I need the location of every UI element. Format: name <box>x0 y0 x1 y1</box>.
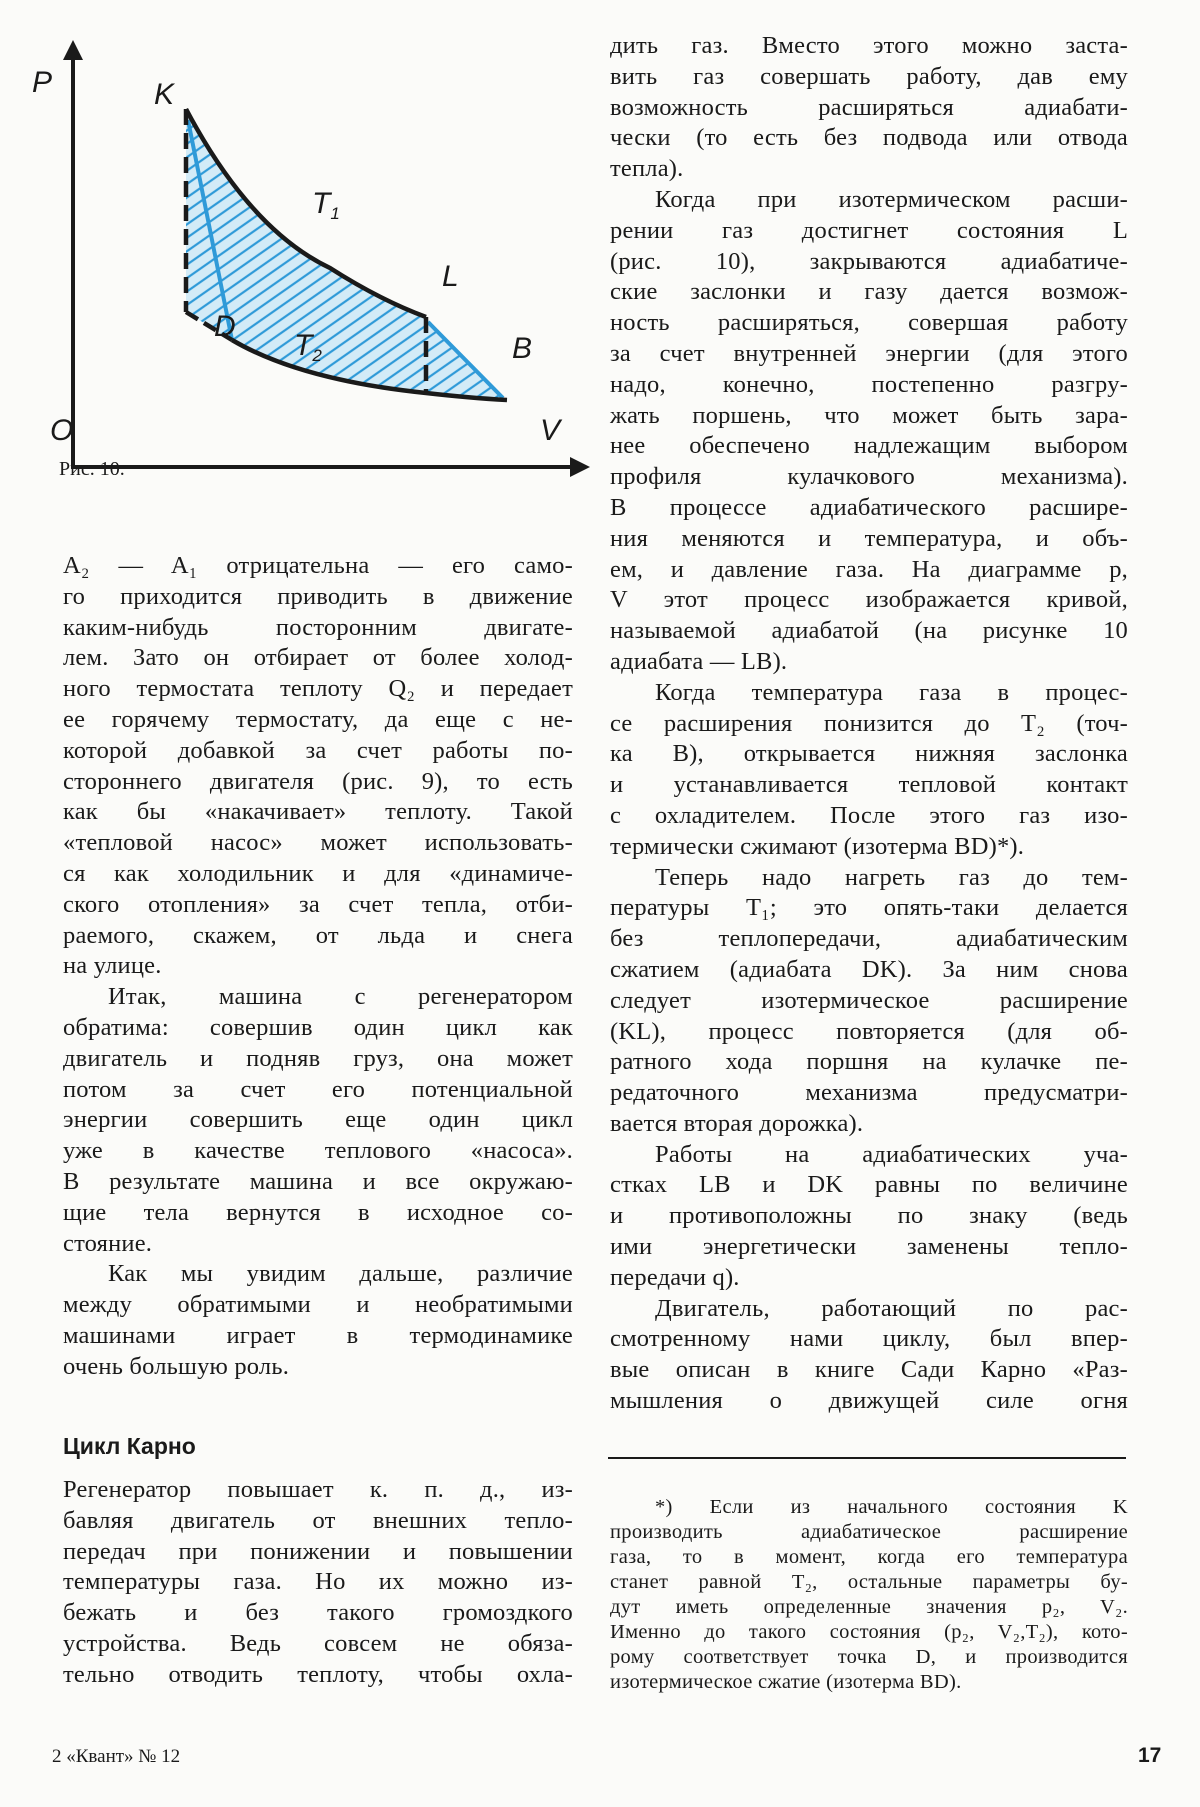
paragraph <box>610 1294 1128 1417</box>
text-line: стояние. <box>63 1229 153 1257</box>
paragraph <box>610 185 1128 678</box>
text-line: надо, конечно, постепенно разгру- <box>610 370 1128 398</box>
text-line: производить адиабатическое расширение <box>610 1521 1128 1543</box>
label-t2-main: T <box>294 329 313 362</box>
paragraph <box>63 1475 573 1691</box>
text-line: между обратимыми и необратимыми <box>63 1291 573 1319</box>
text-line: очень большую роль. <box>63 1352 290 1380</box>
text-line: мышления о движущей силе огня <box>610 1387 1128 1415</box>
text-line: бежать и без такого громоздкого <box>63 1599 573 1627</box>
label-b: B <box>512 332 533 365</box>
text-line: Регенератор повышает к. п. д., из- <box>63 1476 573 1503</box>
text-line: редаточного механизма предусматри- <box>610 1079 1128 1107</box>
text-line: Итак, машина с регенератором <box>108 983 573 1011</box>
left-column-bottom <box>63 1475 573 1691</box>
text-line: Именно до такого состояния (p₂, V₂,T₂), кото- <box>610 1621 1128 1643</box>
text-line: за счет внутренней энергии (для этого <box>610 339 1128 367</box>
text-line: се расширения понизится до T₂ (точ- <box>610 709 1128 737</box>
paragraph <box>610 1495 1128 1695</box>
text-line: стках LB и DK равны по величине <box>610 1171 1128 1199</box>
text-line: го приходится приводить в движение <box>63 582 573 610</box>
text-line: передачи q). <box>610 1263 740 1291</box>
figure-caption: Рис. 10. <box>59 458 125 480</box>
text-line: V этот процесс изображается кривой, <box>610 586 1128 614</box>
text-line: «тепловой насос» может использовать- <box>63 829 573 857</box>
cycle-hatched-area <box>186 109 505 400</box>
text-line: Теперь надо нагреть газ до тем- <box>655 863 1128 891</box>
text-line: ские заслонки и газу дается возмож- <box>610 278 1128 306</box>
text-line: В результате машина и все окружаю- <box>63 1167 573 1195</box>
label-t1-sub: 1 <box>330 204 340 223</box>
text-line: A₂ — A₁ отрицательна — его само- <box>63 552 573 579</box>
text-line: которой добавкой за счет работы по- <box>63 736 573 764</box>
text-line: (рис. 10), закрываются адиабатиче- <box>610 247 1128 275</box>
text-line: профиля кулачкового механизма). <box>610 463 1128 491</box>
text-line: возможность расширяться адиабати- <box>610 93 1128 121</box>
text-line: и устанавливается тепловой контакт <box>610 771 1128 799</box>
paragraph <box>63 551 573 982</box>
text-line: ся как холодильник и для «динамиче- <box>63 859 573 887</box>
paragraph <box>610 31 1128 185</box>
text-line: изотермическое сжатие (изотерма BD). <box>610 1671 962 1693</box>
label-t1-main: T <box>312 187 331 220</box>
text-line: тельно отводить теплоту, чтобы охла- <box>63 1660 573 1688</box>
text-line: ем, и давление газа. На диаграмме p, <box>610 555 1128 583</box>
paragraph <box>63 982 573 1259</box>
page-number: 17 <box>1138 1744 1162 1767</box>
label-t2-sub: 2 <box>312 346 322 365</box>
text-line: с охладителем. После этого газ изо- <box>610 801 1128 829</box>
text-line: В процессе адиабатического расшире- <box>610 493 1128 521</box>
text-line: смотренному нами циклу, был впер- <box>610 1325 1128 1353</box>
text-line: стороннего двигателя (рис. 9), то есть <box>63 767 573 795</box>
paragraph <box>610 863 1128 1140</box>
text-line: на улице. <box>63 952 162 980</box>
text-line: термически сжимают (изотерма BD)*). <box>610 832 1025 860</box>
text-line: нее обеспечено надлежащим выбором <box>610 432 1128 460</box>
text-line: дут иметь определенные значения p₂, V₂. <box>610 1596 1128 1618</box>
left-column-top <box>63 551 573 1383</box>
text-line: рому соответствует точка D, и производится <box>610 1646 1128 1668</box>
paragraph <box>63 1259 573 1382</box>
footnote <box>610 1495 1128 1695</box>
text-line: *) Если из начального состояния K <box>655 1496 1128 1518</box>
text-line: и противоположны по знаку (ведь <box>610 1202 1128 1230</box>
text-line: ее горячему термостату, да еще с не- <box>63 705 573 733</box>
text-line: рении газ достигнет состояния L <box>610 216 1128 244</box>
text-line: машинами играет в термодинамике <box>63 1321 573 1349</box>
text-line: Работы на адиабатических уча- <box>655 1140 1128 1168</box>
label-p: P <box>32 66 53 99</box>
text-line: каким-нибудь посторонним двигате- <box>63 613 573 641</box>
section-heading: Цикл Карно <box>63 1433 196 1459</box>
text-line: вые описан в книге Сади Карно «Раз- <box>610 1356 1128 1384</box>
right-column <box>610 31 1128 1417</box>
text-line: устройства. Ведь совсем не обяза- <box>63 1629 573 1657</box>
text-line: вается вторая дорожка). <box>610 1109 864 1137</box>
text-line: Когда температура газа в процес- <box>655 678 1128 706</box>
text-line: пературы T₁; это опять-таки делается <box>610 894 1128 922</box>
label-v: V <box>540 414 561 447</box>
text-line: адиабата — LB). <box>610 647 788 675</box>
text-line: ратного хода поршня на кулачке пе- <box>610 1048 1128 1076</box>
text-line: называемой адиабатой (на рисунке 10 <box>610 617 1128 645</box>
text-line: тепла). <box>610 155 684 183</box>
p-axis-arrow <box>63 40 83 60</box>
text-line: передач при понижении и повышении <box>63 1537 573 1565</box>
text-line: лем. Зато он отбирает от более холод- <box>63 644 573 672</box>
label-l: L <box>442 260 459 293</box>
text-line: жать поршень, что может быть зара- <box>610 401 1128 429</box>
label-origin: O <box>50 414 74 447</box>
paragraph <box>610 1140 1128 1294</box>
text-line: газа, то в момент, когда его температура <box>610 1546 1128 1568</box>
text-line: чески (то есть без подвода или отвода <box>610 124 1128 152</box>
text-line: дить газ. Вместо этого можно заста- <box>610 32 1128 59</box>
text-line: ность расширяться, совершая работу <box>610 309 1128 337</box>
text-line: ского отопления» за счет тепла, отби- <box>63 890 573 918</box>
text-line: ния меняются и температура, и объ- <box>610 524 1128 552</box>
text-line: ка B), открывается нижняя заслонка <box>610 740 1128 768</box>
text-line: щие тела вернутся в исходное со- <box>63 1198 573 1226</box>
text-line: ного термостата теплоту Q₂ и передает <box>63 675 573 703</box>
label-d: D <box>214 310 236 343</box>
text-line: раемого, скажем, от льда и снега <box>63 921 573 949</box>
text-line: Когда при изотермическом расши- <box>655 185 1128 213</box>
text-line: температуры газа. Но их можно из- <box>63 1568 573 1596</box>
text-line: энергии совершить еще один цикл <box>63 1106 573 1134</box>
text-line: станет равной T₂, остальные параметры бу- <box>610 1571 1128 1593</box>
text-line: вить газ совершать работу, дав ему <box>610 62 1128 90</box>
text-line: Как мы увидим дальше, различие <box>108 1260 573 1288</box>
footer-journal: 2 «Квант» № 12 <box>52 1746 181 1767</box>
text-line: обратима: совершив один цикл как <box>63 1013 573 1041</box>
text-line: бавляя двигатель от внешних тепло- <box>63 1506 573 1534</box>
footnote-divider <box>608 1457 1126 1459</box>
text-line: следует изотермическое расширение <box>610 986 1128 1014</box>
text-line: двигатель и подняв груз, она может <box>63 1044 573 1072</box>
text-line: ими энергетически заменены тепло- <box>610 1233 1128 1261</box>
text-line: уже в качестве теплового «насоса». <box>63 1137 573 1165</box>
text-line: сжатием (адиабата DK). За ним снова <box>610 955 1128 983</box>
label-t1 <box>312 187 340 223</box>
text-line: Двигатель, работающий по рас- <box>655 1294 1128 1322</box>
label-k: K <box>154 78 175 111</box>
v-axis-arrow <box>570 457 590 477</box>
text-line: потом за счет его потенциальной <box>63 1075 573 1103</box>
text-line: (KL), процесс повторяется (для об- <box>610 1017 1128 1045</box>
paragraph <box>610 678 1128 863</box>
text-line: без теплопередачи, адиабатическим <box>610 925 1128 953</box>
text-line: как бы «накачивает» теплоту. Такой <box>63 798 573 826</box>
